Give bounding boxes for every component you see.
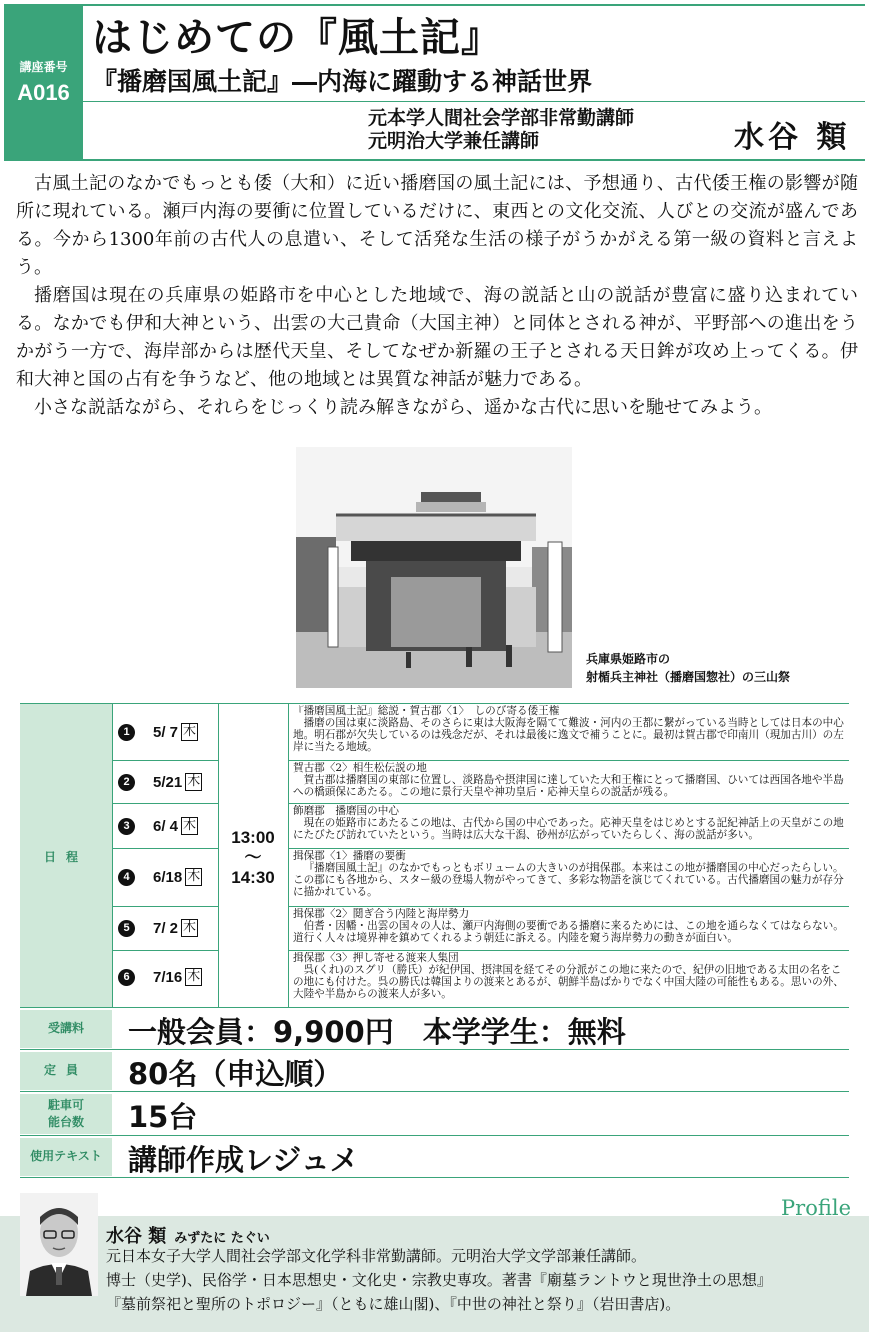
lecturer-name: 水谷 類 [734, 120, 851, 155]
textbook-label: 使用テキスト [30, 1149, 102, 1163]
affiliation-line: 元明治大学兼任講師 [368, 130, 540, 152]
info-rule [20, 1177, 849, 1178]
intro-paragraph: 古風土記のなかでもっとも倭（大和）に近い播磨国の風土記には、予想通り、古代倭王権の影響が随所に現れている。瀬戸内海の要衝に位置しているだけに、東西との文化交流、人びとの交流が盛んである。今から1300年前の古代人の息遣い、そして活発な生活の様子がうかがえる第一級の資料と言えよう。 [16, 173, 858, 278]
profile-bio-line: 『墓前祭祀と聖所のトポロジー』（ともに雄山閣)、『中世の神社と祭り』（岩田書店)。 [106, 1295, 681, 1313]
session-heading: 賀古郡〈2〉相生松伝説の地 [293, 762, 427, 774]
weekday-badge: 木 [183, 818, 197, 833]
schedule-row-rule [112, 906, 218, 907]
info-rule [20, 1091, 849, 1092]
session-heading: 『播磨国風土記』総説・賀古郡〈1〉 しのび寄る倭王権 [293, 705, 560, 717]
session-description [293, 952, 849, 1007]
schedule-col-rule [112, 704, 113, 1007]
session-heading: 揖保郡〈2〉鬩ぎ合う内陸と海岸勢力 [293, 908, 470, 920]
session-body: 伯耆・因幡・出雲の国々の人は、瀬戸内海側の要衝である播磨に来るためには、この地を通らなくてはならない。道行く人々は境界神を鎮めてくれるよう朝廷に訴える。内陸を窺う海岸勢力の動きが面白い。 [293, 920, 844, 944]
session-date [118, 722, 198, 742]
profile-name-text: 水谷 類 [106, 1226, 167, 1247]
parking-label-line: 駐車可 [47, 1098, 84, 1112]
lecturer-affiliation [368, 107, 634, 153]
schedule-col-rule [288, 704, 289, 1007]
schedule-bottom-rule [20, 1007, 849, 1008]
schedule-row-rule [112, 848, 218, 849]
session-date [118, 772, 202, 792]
session-number: 2 [118, 774, 135, 791]
course-number-box [4, 4, 83, 160]
intro-paragraph: 播磨国は現在の兵庫県の姫路市を中心とした地域で、海の説話と山の説話が豊富に盛り込まれている。なかでも伊和大神という、出雲の大己貴命（大国主神）と同体とされる神が、平野部への進出をうかがう一方で、海岸部からは歴代天皇、そしてなぜか新羅の王子とされる天日鉾が攻め上ってくる。伊和大神と国の占有を争うなど、他の地域とは異質な神話が魅力である。 [16, 285, 858, 390]
session-date [118, 967, 202, 987]
fee-label: 受講料 [47, 1021, 84, 1035]
session-number: 4 [118, 869, 135, 886]
time-separator: 〜 [244, 848, 262, 867]
session-date-text: 7/16 [153, 968, 183, 986]
session-body: 呉(くれ)のスグリ（勝氏）が紀伊国、摂津国を経てその分派がこの地に来たので、紀伊の旧地である太田の名をこの地にも付けた。呉の勝氏は韓国よりの渡来とあるが、朝鮮半島ばかりでなく中国大陸の可能性もある。思いの外、大陸や半島からの渡来人が多い。 [293, 964, 844, 1000]
session-date-text: 7/ 2 [153, 919, 179, 937]
session-number: 3 [118, 818, 135, 835]
session-description [293, 762, 849, 803]
schedule-row-rule [288, 803, 849, 804]
session-description [293, 805, 849, 848]
schedule-col-rule [218, 704, 219, 1007]
session-body: 賀古郡は播磨国の東部に位置し、淡路島や摂津国に達していた大和王権にとって播磨国、ひいては西国各地や半島への橋頭保にあたる。この地に景行天皇や神功皇后・応神天皇らの説話が残る。 [293, 774, 844, 798]
schedule-row-rule [288, 906, 849, 907]
session-date-text: 6/18 [153, 868, 183, 886]
session-description [293, 850, 849, 906]
profile-bio-line: 博士（史学)、民俗学・日本思想史・文化史・宗教史専攻。著書『廟墓ラントウと現世浄土の思想』 [106, 1271, 772, 1289]
schedule-row-rule [112, 803, 218, 804]
affiliation-line: 元本学人間社会学部非常勤講師 [368, 107, 635, 129]
session-body: 『播磨国風土記』のなかでもっともボリュームの大きいのが揖保郡。本来はこの地が播磨国の中心だったらしい。この郡にも各地から、スター級の登場人物がやってきて、多彩な物語を演じてくれている。古代播磨国の魅力が存分に描かれている。 [293, 862, 844, 898]
fee-value: 一般会員：9,900円 本学学生：無料 [128, 1015, 626, 1049]
session-description [293, 705, 849, 760]
weekday-badge: 木 [187, 969, 201, 984]
page-title: はじめての『風土記』 [92, 14, 502, 61]
caption-line: 射楯兵主神社（播磨国惣社）の三山祭 [586, 670, 791, 684]
caption-line: 兵庫県姫路市の [586, 652, 671, 666]
schedule-row-rule [288, 760, 849, 761]
weekday-badge: 木 [183, 724, 197, 739]
weekday-badge: 木 [187, 774, 201, 789]
header-mid-rule [83, 101, 865, 102]
session-heading: 飾磨郡 播磨国の中心 [293, 805, 399, 817]
weekday-badge: 木 [183, 920, 197, 935]
info-rule [20, 1135, 849, 1136]
profile-heading: Profile [781, 1196, 851, 1220]
session-description [293, 908, 849, 950]
schedule-row-rule [112, 760, 218, 761]
schedule-row-rule [288, 950, 849, 951]
intro-text [16, 170, 858, 422]
textbook-value: 講師作成レジュメ [128, 1143, 359, 1177]
session-date-text: 5/21 [153, 773, 183, 791]
session-heading: 揖保郡〈3〉押し寄せる渡来人集団 [293, 952, 459, 964]
parking-label-line: 能台数 [47, 1115, 84, 1129]
session-number: 1 [118, 724, 135, 741]
capacity-value: 80名（申込順） [128, 1057, 343, 1091]
session-date [118, 918, 198, 938]
time-start: 13:00 [231, 828, 275, 847]
schedule-row-rule [112, 950, 218, 951]
session-time [230, 828, 276, 888]
lecturer-portrait [20, 1193, 98, 1296]
session-date [118, 867, 202, 887]
shrine-festival-photo [296, 447, 572, 688]
schedule-label: 日程 [43, 850, 88, 864]
session-number: 6 [118, 969, 135, 986]
session-body: 現在の姫路市にあたるこの地は、古代から国の中心であった。応神天皇をはじめとする記紀神話上の天皇がこの地にたびたび訪れていたという。当時は広大な干潟、砂州が広がっていたらしく、海の説話が多い。 [293, 817, 844, 841]
schedule-top-rule [20, 703, 849, 704]
info-rule [20, 1049, 849, 1050]
time-end: 14:30 [231, 868, 275, 887]
session-date-text: 6/ 4 [153, 817, 179, 835]
header-bottom-rule [4, 159, 865, 161]
weekday-badge: 木 [187, 869, 201, 884]
session-number: 5 [118, 920, 135, 937]
intro-paragraph: 小さな説話ながら、それらをじっくり読み解きながら、遥かな古代に思いを馳せてみよう。 [34, 397, 772, 418]
page-subtitle: 『播磨国風土記』―内海に躍動する神話世界 [92, 67, 593, 96]
session-date [118, 816, 198, 836]
parking-value: 15台 [128, 1100, 198, 1134]
course-number-label: 講座番号 [19, 60, 68, 74]
photo-caption [586, 650, 790, 686]
session-heading: 揖保郡〈1〉播磨の要衝 [293, 850, 406, 862]
profile-bio-line: 元日本女子大学人間社会学部文化学科非常勤講師。元明治大学文学部兼任講師。 [106, 1247, 647, 1265]
profile-name-kana: みずたに たぐい [174, 1231, 270, 1246]
session-body: 播磨の国は東に淡路島、そのさらに東は大阪海を隔てて難波・河内の王都に繋がっている当時としては日本の中心地。明石郡が欠失しているのは残念だが、それは最後に逸文で補うことに。最初は賀古郡で印南川（現加古川）の左岸に当たる地域。 [293, 717, 844, 753]
parking-label [20, 1097, 112, 1131]
schedule-row-rule [288, 848, 849, 849]
session-date-text: 5/ 7 [153, 723, 179, 741]
profile-bio [106, 1244, 856, 1316]
course-code: A016 [17, 80, 70, 105]
capacity-label: 定員 [43, 1063, 88, 1077]
